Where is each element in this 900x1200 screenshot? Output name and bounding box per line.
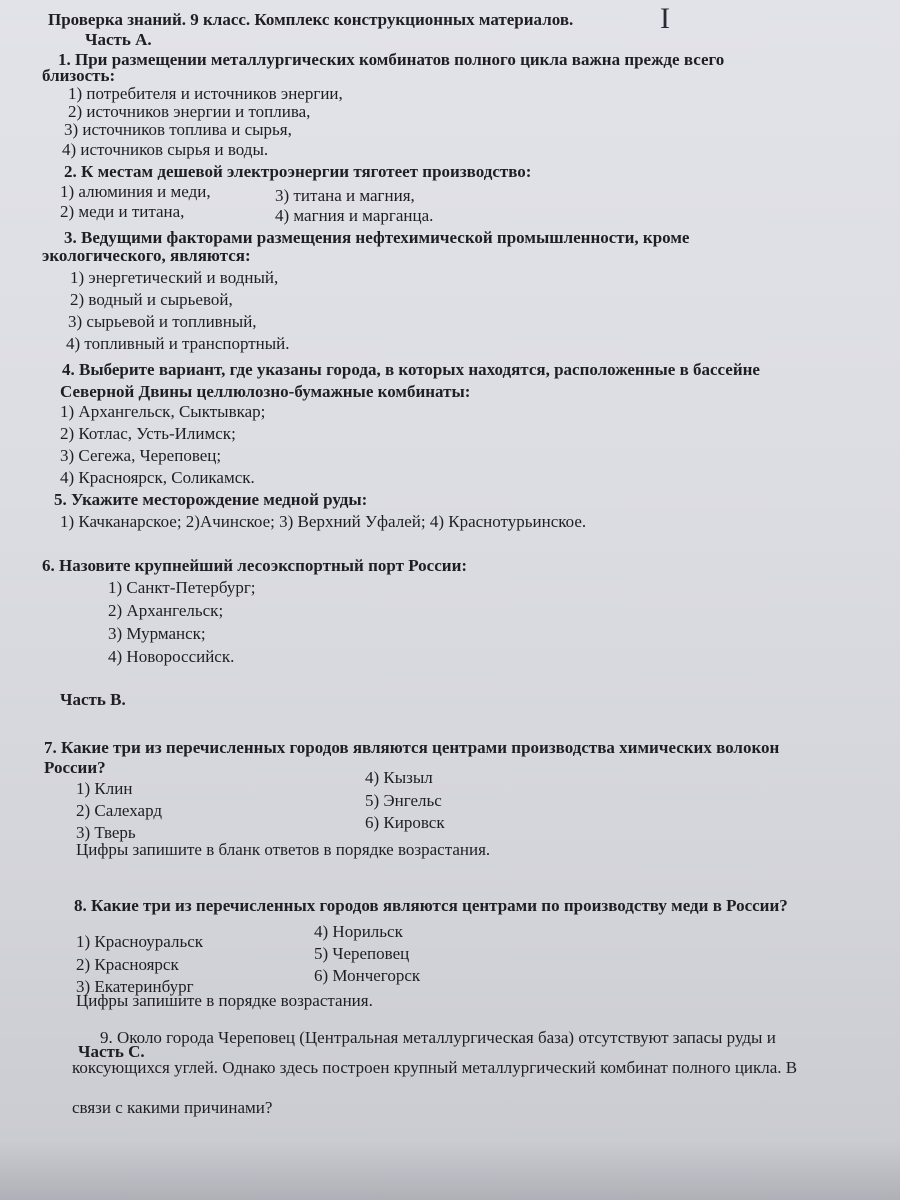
q7-option: 5) Энгельс — [365, 791, 442, 810]
q3-option: 2) водный и сырьевой, — [70, 290, 233, 309]
q8-option: 5) Череповец — [314, 944, 410, 963]
q2-option: 2) меди и титана, — [60, 202, 185, 221]
q7-option: 4) Кызыл — [365, 768, 433, 787]
q7-option: 3) Тверь — [76, 823, 136, 842]
q8-option: 6) Мончегорск — [314, 966, 421, 985]
q2-option: 4) магния и марганца. — [275, 206, 434, 225]
q1-option: 2) источников энергии и топлива, — [68, 102, 311, 121]
q4-text-line2: Северной Двины целлюлозно-бумажные комбинаты: — [60, 382, 471, 401]
q6-option: 3) Мурманск; — [108, 624, 206, 643]
q3-option: 3) сырьевой и топливный, — [68, 312, 257, 331]
q1-option: 3) источников топлива и сырья, — [64, 120, 292, 139]
variant-mark: I — [660, 2, 670, 35]
q4-text-line1: 4. Выберите вариант, где указаны города, в которых находятся, расположенные в бассейне — [62, 360, 760, 379]
q9-text-line1: 9. Около города Череповец (Центральная металлургическая база) отсутствуют запасы руды и — [100, 1028, 776, 1047]
q4-option: 1) Архангельск, Сыктывкар; — [60, 402, 266, 421]
q8-note: Цифры запишите в порядке возрастания. — [76, 991, 373, 1010]
q1-option: 1) потребителя и источников энергии, — [68, 84, 343, 103]
q6-option: 1) Санкт-Петербург; — [108, 578, 256, 597]
q9-text-line2: коксующихся углей. Однако здесь построен крупный металлургический комбинат полного цикла. В — [72, 1058, 798, 1077]
q1-text-line2: близость: — [42, 66, 116, 85]
q3-text-line2: экологического, являются: — [42, 246, 251, 265]
q3-option: 1) энергетический и водный, — [70, 268, 279, 287]
q8-option: 1) Красноуральск — [76, 932, 204, 951]
q3-text-line1: 3. Ведущими факторами размещения нефтехимической промышленности, кроме — [64, 228, 690, 247]
part-c-label: Часть С. — [78, 1042, 145, 1061]
q4-option: 2) Котлас, Усть-Илимск; — [60, 424, 236, 443]
q8-option: 3) Екатеринбург — [76, 977, 194, 996]
q7-note: Цифры запишите в бланк ответов в порядке возрастания. — [76, 840, 491, 859]
q1-option: 4) источников сырья и воды. — [62, 140, 269, 159]
q7-text-line1: 7. Какие три из перечисленных городов являются центрами производства химических волокон — [44, 738, 780, 757]
q4-option: 4) Красноярск, Соликамск. — [60, 468, 255, 487]
part-a-label: Часть А. — [85, 30, 152, 49]
q6-text: 6. Назовите крупнейший лесоэкспортный порт России: — [42, 556, 468, 575]
q8-option: 4) Норильск — [314, 922, 403, 941]
q5-text: 5. Укажите месторождение медной руды: — [54, 490, 368, 509]
q6-option: 2) Архангельск; — [108, 601, 224, 620]
q7-option: 6) Кировск — [365, 813, 445, 832]
q2-text: 2. К местам дешевой электроэнергии тяготеет производство: — [64, 162, 532, 181]
page-shadow — [0, 1140, 900, 1200]
q4-option: 3) Сегежа, Череповец; — [60, 446, 222, 465]
q3-option: 4) топливный и транспортный. — [66, 334, 290, 353]
q9-text-line3: связи с какими причинами? — [72, 1098, 273, 1117]
q2-option: 1) алюминия и меди, — [60, 182, 211, 201]
q5-options: 1) Качканарское; 2)Ачинское; 3) Верхний Уфалей; 4) Краснотурьинское. — [60, 512, 587, 531]
q8-option: 2) Красноярск — [76, 955, 179, 974]
q7-option: 2) Салехард — [76, 801, 162, 820]
page-title: Проверка знаний. 9 класс. Комплекс конструкционных материалов. — [48, 10, 574, 29]
q8-text: 8. Какие три из перечисленных городов являются центрами по производству меди в России? — [74, 896, 788, 915]
q7-text-line2: России? — [44, 758, 106, 777]
q2-option: 3) титана и магния, — [275, 186, 415, 205]
q7-option: 1) Клин — [76, 779, 133, 798]
q6-option: 4) Новороссийск. — [108, 647, 235, 666]
part-b-label: Часть В. — [60, 690, 126, 709]
q1-text-line1: 1. При размещении металлургических комбинатов полного цикла важна прежде всего — [58, 50, 725, 69]
